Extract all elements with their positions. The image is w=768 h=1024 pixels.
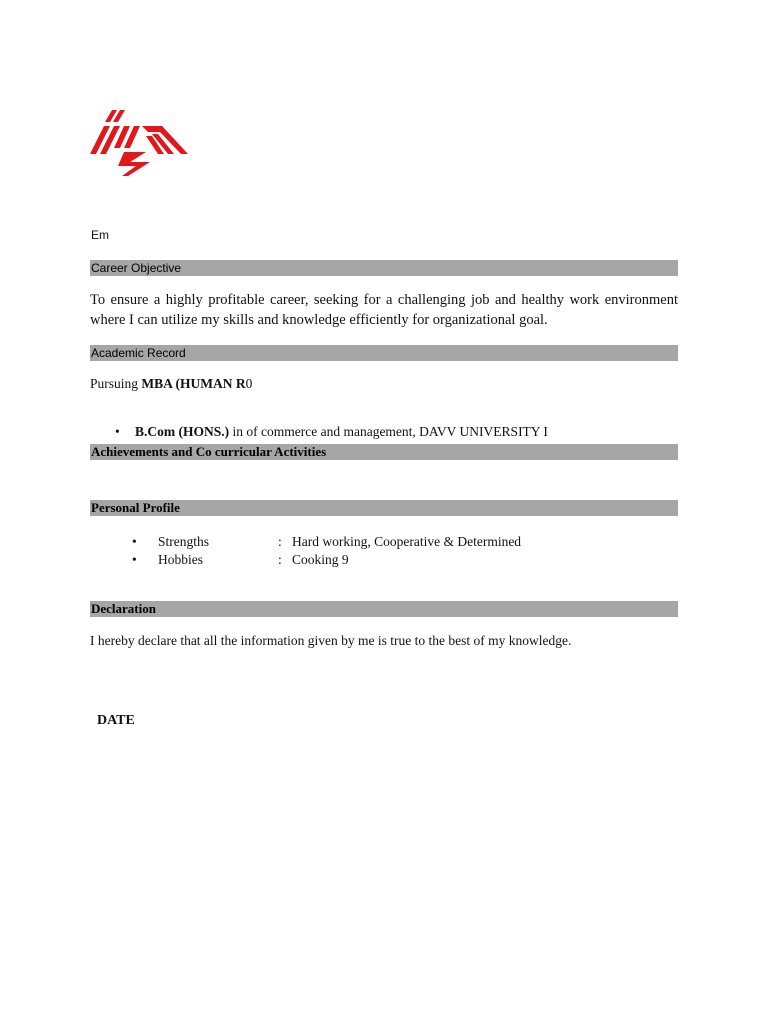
- profile-value-strengths: Hard working, Cooperative & Determined: [292, 534, 522, 549]
- section-title-academic-record: Academic Record: [91, 346, 186, 360]
- profile-colon: :: [278, 534, 282, 549]
- section-bar-academic-record: [90, 345, 678, 361]
- bullet-glyph: •: [115, 424, 120, 439]
- career-objective-text: To ensure a highly profitable career, seeking for a challenging job and healthy work environment where I can utilize my skills and knowledge efficiently for organizational goal.: [90, 292, 678, 328]
- profile-value-hobbies: Cooking 9: [292, 552, 349, 567]
- section-title-personal-profile: Personal Profile: [91, 500, 180, 515]
- pursuing-prefix: Pursuing: [90, 376, 142, 391]
- profile-key-hobbies: Hobbies: [158, 552, 203, 567]
- section-title-declaration: Declaration: [91, 601, 156, 616]
- academic-degree: B.Com (HONS.): [135, 424, 230, 439]
- bullet-glyph: •: [132, 552, 137, 567]
- profile-row-hobbies: [132, 552, 632, 570]
- bullet-glyph: •: [132, 534, 137, 549]
- pursuing-line: [90, 376, 252, 392]
- pursuing-suffix: 0: [245, 376, 253, 391]
- section-bar-declaration: [90, 601, 678, 617]
- profile-colon: :: [278, 552, 282, 567]
- section-bar-achievements: [90, 444, 678, 460]
- profile-row-strengths: [132, 534, 632, 552]
- academic-bullet-text: [135, 424, 548, 440]
- declaration-text: I hereby declare that all the information given by me is true to the best of my knowledge.: [90, 633, 572, 648]
- profile-key-strengths: Strengths: [158, 534, 210, 549]
- section-bar-personal-profile: [90, 500, 678, 516]
- section-title-career-objective: Career Objective: [91, 261, 182, 275]
- logo-mark: [90, 108, 190, 178]
- pursuing-degree: MBA (HUMAN R: [141, 376, 246, 391]
- name-line: Em: [91, 228, 109, 242]
- section-title-achievements: Achievements and Co curricular Activities: [91, 444, 327, 459]
- academic-detail: in of commerce and management, DAVV UNIVERSITY I: [229, 424, 548, 439]
- section-bar-career-objective: [90, 260, 678, 276]
- date-label: DATE: [97, 713, 135, 728]
